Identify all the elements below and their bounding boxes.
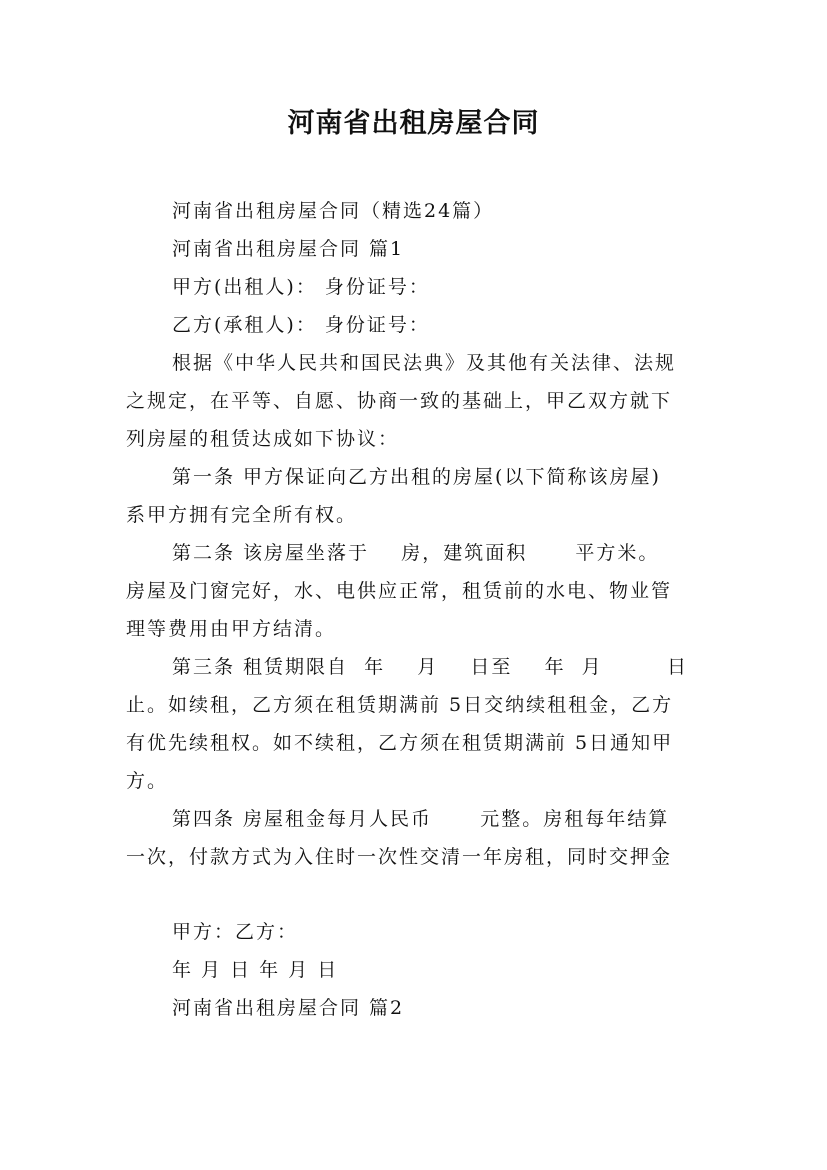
article-3-line-2: 止。如续租，乙方须在租赁期满前 5日交纳续租租金，乙方: [126, 694, 674, 716]
section-heading-1: 河南省出租房屋合同 篇1: [172, 238, 405, 260]
article-2-line-1: 第二条 该房屋坐落于 房，建筑面积 平方米。: [172, 542, 660, 564]
article-1-line-1: 第一条 甲方保证向乙方出租的房屋(以下简称该房屋): [172, 466, 661, 488]
signature-dates: 年 月 日 年 月 日: [172, 959, 339, 981]
signature-parties: 甲方：乙方：: [172, 921, 299, 943]
preamble-line-3: 列房屋的租赁达成如下协议：: [126, 428, 400, 450]
article-3-line-1: 第三条 租赁期限自 年 月 日至 年 月 日: [172, 656, 688, 678]
preamble-line-2: 之规定，在平等、自愿、协商一致的基础上，甲乙双方就下: [126, 390, 673, 412]
document-title: 河南省出租房屋合同: [287, 108, 540, 139]
document-body: [126, 192, 702, 1027]
party-b-line: 乙方(承租人)： 身份证号：: [172, 314, 430, 336]
section-heading-2: 河南省出租房屋合同 篇2: [172, 997, 405, 1019]
article-3-line-4: 方。: [126, 770, 169, 792]
paragraph-gap: [126, 876, 702, 913]
collection-heading: 河南省出租房屋合同（精选24篇）: [172, 200, 495, 222]
article-4-line-1: 第四条 房屋租金每月人民币 元整。房租每年结算: [172, 808, 670, 830]
article-3-line-3: 有优先续租权。如不续租，乙方须在租赁期满前 5日通知甲: [126, 732, 674, 754]
article-4-line-2: 一次，付款方式为入住时一次性交清一年房租，同时交押金: [126, 846, 673, 868]
article-2-line-2: 房屋及门窗完好，水、电供应正常，租赁前的水电、物业管: [126, 580, 673, 602]
article-2-line-3: 理等费用由甲方结清。: [126, 618, 337, 640]
preamble-line-1: 根据《中华人民共和国民法典》及其他有关法律、法规: [172, 352, 677, 374]
party-a-line: 甲方(出租人)： 身份证号：: [172, 276, 430, 298]
article-1-line-2: 系甲方拥有完全所有权。: [126, 504, 358, 526]
